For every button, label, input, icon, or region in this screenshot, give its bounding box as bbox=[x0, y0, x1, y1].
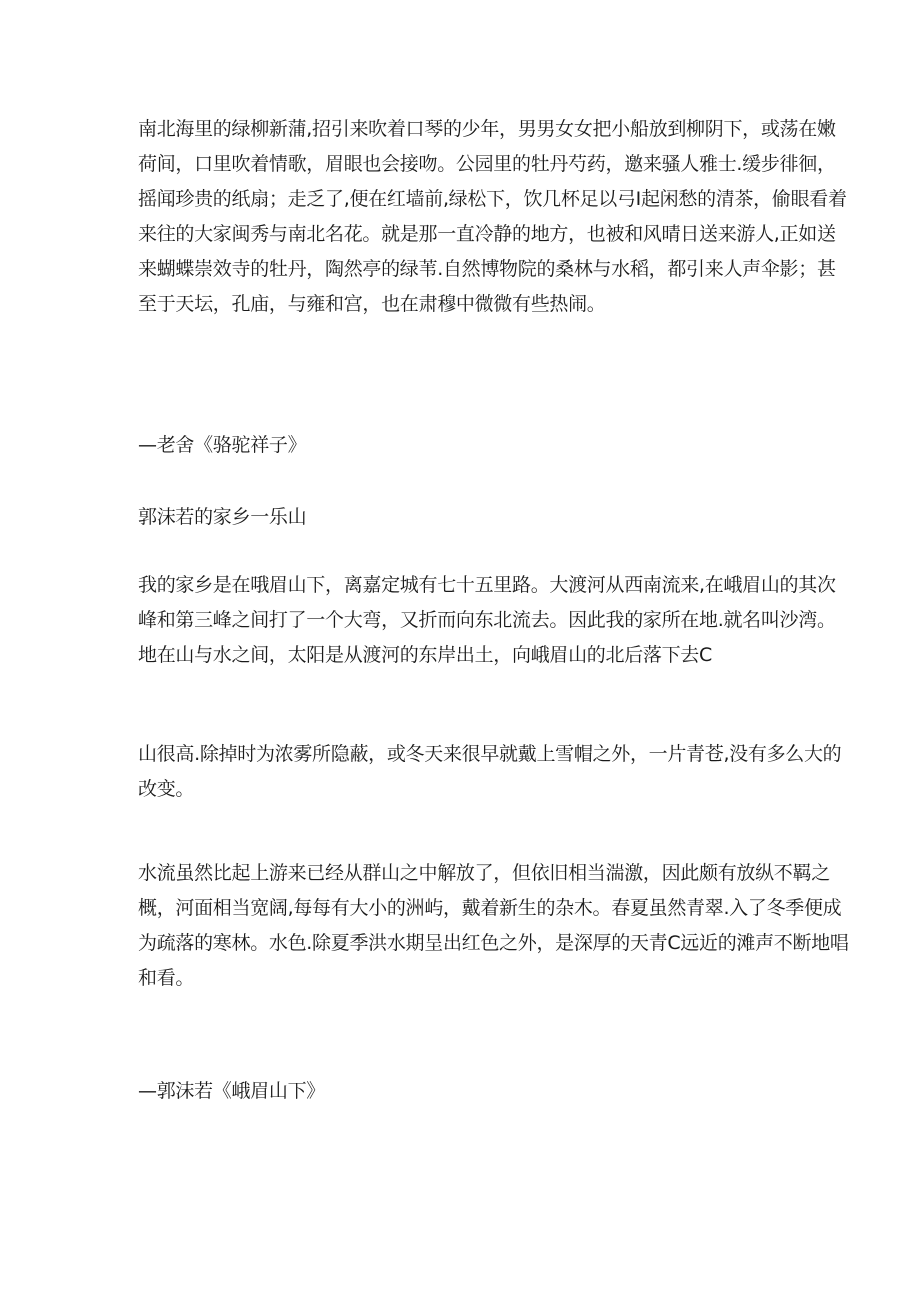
heading-text bbox=[138, 500, 788, 535]
text-line: 和看。 bbox=[138, 967, 195, 989]
text-line: 为疏落的寒林。水色.除夏季洪水期呈出红色之外，是深厚的天青C远近的滩声不断地唱 bbox=[138, 932, 849, 954]
paragraph-text bbox=[138, 737, 842, 807]
paragraph-beijing-spring bbox=[138, 112, 847, 322]
paragraph-mountain bbox=[138, 737, 842, 807]
text-line: 改变。 bbox=[138, 778, 195, 800]
text-line: 地在山与水之间，太阳是从渡河的东岸出土，向峨眉山的北后落下去C bbox=[138, 644, 712, 666]
paragraph-text bbox=[138, 568, 836, 673]
paragraph-river bbox=[138, 856, 849, 996]
text-line: 山很高.除掉时为浓雾所隐蔽，或冬天来很早就戴上雪帽之外，一片青苍,没有多么大的 bbox=[138, 743, 842, 765]
text-line: 来往的大家闽秀与南北名花。就是那一直冷静的地方，也被和风晴日送来游人,正如送 bbox=[138, 223, 836, 245]
attribution-text bbox=[138, 1074, 788, 1109]
attribution-laoshe bbox=[138, 428, 788, 463]
text-line: 摇闻珍贵的纸扇；走乏了,便在红墙前,绿松下，饮几杯足以弓I起闲愁的清茶，偷眼看着 bbox=[138, 188, 847, 210]
text-line: —老舍《骆驼祥子》 bbox=[138, 434, 307, 456]
paragraph-hometown bbox=[138, 568, 836, 673]
text-line: 荷间，口里吹着情歌，眉眼也会接吻。公园里的牡丹芍药，邀来骚人雅士.缓步徘徊， bbox=[138, 153, 836, 175]
paragraph-text bbox=[138, 856, 849, 996]
text-line: 来蝴蝶崇效寺的牡丹，陶然亭的绿苇.自然博物院的桑林与水稻，都引来人声伞影；甚 bbox=[138, 258, 836, 280]
text-line: 我的家乡是在哦眉山下，离嘉定城有七十五里路。大渡河从西南流来,在峨眉山的其次 bbox=[138, 574, 836, 596]
section-heading-leshan bbox=[138, 500, 788, 535]
text-line: —郭沫若《峨眉山下》 bbox=[138, 1080, 326, 1102]
text-line: 概，河面相当宽阔,每每有大小的洲屿，戴着新生的杂木。春夏虽然青翠.入了冬季便成 bbox=[138, 897, 842, 919]
paragraph-text bbox=[138, 112, 847, 322]
text-line: 峰和第三峰之间打了一个大弯，又折而向东北流去。因此我的家所在地.就名叫沙湾。 bbox=[138, 609, 836, 631]
text-line: 南北海里的绿柳新蒲,招引来吹着口琴的少年，男男女女把小船放到柳阴下，或荡在嫩 bbox=[138, 118, 836, 140]
attribution-guomoruo bbox=[138, 1074, 788, 1109]
text-line: 水流虽然比起上游来已经从群山之中解放了，但依旧相当湍激，因此颇有放纵不羁之 bbox=[138, 862, 830, 884]
attribution-text bbox=[138, 428, 788, 463]
text-line: 至于天坛，孔庙，与雍和宫，也在肃穆中微微有些热闹。 bbox=[138, 293, 606, 315]
text-line: 郭沫若的家乡一乐山 bbox=[138, 506, 307, 528]
